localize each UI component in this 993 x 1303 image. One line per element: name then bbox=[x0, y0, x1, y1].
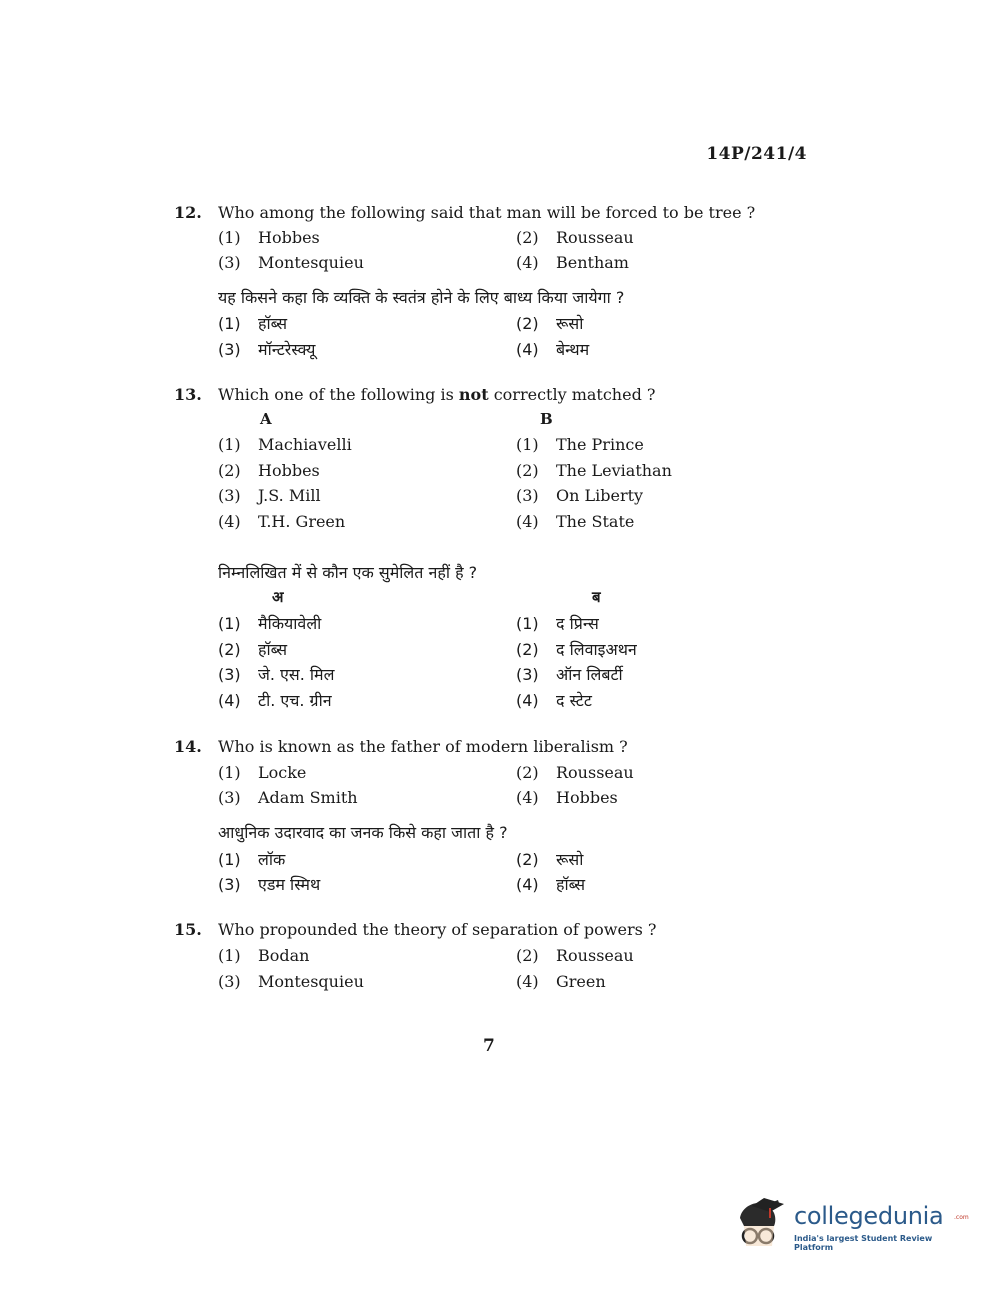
option-number: (1) bbox=[218, 614, 241, 633]
option-text: On Liberty bbox=[556, 486, 644, 505]
question-text-hi: निम्नलिखित में से कौन एक सुमेलित नहीं है ? bbox=[218, 563, 478, 582]
question-number: 13. bbox=[174, 385, 202, 404]
option-number: (4) bbox=[218, 512, 241, 531]
option-number: (1) bbox=[516, 435, 539, 454]
option-number: (2) bbox=[516, 850, 539, 869]
option-text: Bentham bbox=[556, 253, 629, 272]
option-number: (1) bbox=[516, 614, 539, 633]
option-3 bbox=[218, 253, 364, 272]
option-text: Rousseau bbox=[556, 946, 634, 965]
option-4-hi bbox=[516, 338, 589, 360]
column-a-header: A bbox=[260, 410, 272, 428]
option-3 bbox=[218, 972, 364, 991]
option-text: रूसो bbox=[556, 314, 584, 333]
option-4 bbox=[516, 253, 629, 272]
option-3 bbox=[218, 788, 358, 807]
option-1 bbox=[218, 228, 320, 247]
option-text: The State bbox=[556, 512, 635, 531]
match-a-4-hi bbox=[218, 689, 332, 711]
option-number: (4) bbox=[516, 875, 539, 894]
match-a-3-hi bbox=[218, 663, 334, 685]
option-1 bbox=[218, 946, 309, 965]
logo-suffix: .com bbox=[954, 1214, 969, 1221]
question-text-en bbox=[218, 385, 655, 404]
option-text: Locke bbox=[258, 763, 307, 782]
option-text: Rousseau bbox=[556, 763, 634, 782]
option-1-hi bbox=[218, 848, 285, 870]
option-number: (2) bbox=[516, 640, 539, 659]
option-text: द लिवाइअथन bbox=[556, 640, 637, 659]
option-number: (4) bbox=[516, 340, 539, 359]
option-text: Rousseau bbox=[556, 228, 634, 247]
option-text: Hobbes bbox=[258, 461, 320, 480]
option-number: (1) bbox=[218, 946, 241, 965]
mascot-icon bbox=[734, 1196, 790, 1252]
match-b-1-hi bbox=[516, 612, 599, 634]
option-text: Hobbes bbox=[556, 788, 618, 807]
match-b-3 bbox=[516, 486, 643, 505]
question-text-en: Who propounded the theory of separation of powers ? bbox=[218, 920, 657, 939]
option-number: (4) bbox=[516, 691, 539, 710]
option-text: Hobbes bbox=[258, 228, 320, 247]
option-number: (1) bbox=[218, 850, 241, 869]
option-number: (3) bbox=[218, 875, 241, 894]
option-text: Bodan bbox=[258, 946, 310, 965]
option-2 bbox=[516, 763, 634, 782]
option-text: जे. एस. मिल bbox=[258, 665, 335, 684]
option-number: (3) bbox=[516, 665, 539, 684]
column-a-header-hi: अ bbox=[272, 588, 284, 606]
option-3-hi bbox=[218, 873, 320, 895]
option-4 bbox=[516, 788, 618, 807]
option-number: (3) bbox=[218, 665, 241, 684]
match-b-2 bbox=[516, 461, 672, 480]
option-number: (2) bbox=[516, 763, 539, 782]
option-number: (3) bbox=[218, 340, 241, 359]
option-text: हॉब्स bbox=[556, 875, 586, 894]
option-4-hi bbox=[516, 873, 585, 895]
logo-tagline: India's largest Student Review Platform bbox=[794, 1234, 933, 1252]
option-text: Montesquieu bbox=[258, 972, 364, 991]
option-number: (3) bbox=[218, 788, 241, 807]
option-number: (2) bbox=[218, 461, 241, 480]
match-a-4 bbox=[218, 512, 345, 531]
question-text-en: Who is known as the father of modern liberalism ? bbox=[218, 737, 628, 756]
option-2-hi bbox=[516, 848, 583, 870]
match-a-3 bbox=[218, 486, 321, 505]
option-number: (3) bbox=[516, 486, 539, 505]
page-code: 14P/241/4 bbox=[706, 144, 807, 164]
option-4 bbox=[516, 972, 606, 991]
option-1-hi bbox=[218, 312, 287, 334]
option-number: (2) bbox=[516, 461, 539, 480]
option-1 bbox=[218, 763, 306, 782]
logo-name: collegedunia bbox=[794, 1202, 944, 1230]
question-text-hi: यह किसने कहा कि व्यक्ति के स्वतंत्र होने के लिए बाध्य किया जायेगा ? bbox=[218, 288, 625, 307]
text-part: Which one of the following is bbox=[218, 385, 459, 404]
option-2 bbox=[516, 228, 634, 247]
question-number: 14. bbox=[174, 737, 202, 756]
match-b-1 bbox=[516, 435, 644, 454]
option-text: Montesquieu bbox=[258, 253, 364, 272]
option-text: द स्टेट bbox=[556, 691, 592, 710]
match-a-2 bbox=[218, 461, 320, 480]
match-a-1 bbox=[218, 435, 352, 454]
match-b-3-hi bbox=[516, 663, 623, 685]
option-number: (1) bbox=[218, 314, 241, 333]
option-number: (2) bbox=[218, 640, 241, 659]
match-b-4-hi bbox=[516, 689, 592, 711]
option-text: Green bbox=[556, 972, 606, 991]
question-text-hi: आधुनिक उदारवाद का जनक किसे कहा जाता है ? bbox=[218, 823, 508, 842]
option-number: (4) bbox=[516, 512, 539, 531]
option-text: एडम स्मिथ bbox=[258, 875, 321, 894]
option-number: (3) bbox=[218, 253, 241, 272]
text-emphasis: not bbox=[458, 385, 489, 404]
option-text: मैकियावेली bbox=[258, 614, 322, 633]
text-part: correctly matched ? bbox=[488, 385, 656, 404]
option-number: (4) bbox=[516, 972, 539, 991]
option-number: (4) bbox=[516, 253, 539, 272]
option-number: (3) bbox=[218, 486, 241, 505]
option-text: हॉब्स bbox=[258, 314, 288, 333]
question-number: 12. bbox=[174, 203, 202, 222]
option-text: लॉक bbox=[258, 850, 286, 869]
option-text: Machiavelli bbox=[258, 435, 352, 454]
option-text: हॉब्स bbox=[258, 640, 288, 659]
option-text: T.H. Green bbox=[258, 512, 346, 531]
option-2-hi bbox=[516, 312, 583, 334]
page-number: 7 bbox=[483, 1036, 495, 1056]
column-b-header-hi: ब bbox=[592, 588, 601, 606]
option-number: (2) bbox=[516, 314, 539, 333]
option-number: (1) bbox=[218, 435, 241, 454]
option-number: (4) bbox=[516, 788, 539, 807]
option-text: The Prince bbox=[556, 435, 644, 454]
question-text-en: Who among the following said that man will be forced to be tree ? bbox=[218, 203, 756, 222]
option-text: बेन्थम bbox=[556, 340, 590, 359]
match-b-4 bbox=[516, 512, 634, 531]
match-b-2-hi bbox=[516, 638, 637, 660]
option-text: Adam Smith bbox=[258, 788, 358, 807]
option-number: (2) bbox=[516, 946, 539, 965]
option-number: (1) bbox=[218, 763, 241, 782]
option-number: (3) bbox=[218, 972, 241, 991]
option-text: द प्रिन्स bbox=[556, 614, 599, 633]
option-text: ऑन लिबर्टी bbox=[556, 665, 623, 684]
option-number: (2) bbox=[516, 228, 539, 247]
option-text: रूसो bbox=[556, 850, 584, 869]
option-2 bbox=[516, 946, 634, 965]
match-a-2-hi bbox=[218, 638, 287, 660]
option-number: (4) bbox=[218, 691, 241, 710]
option-number: (1) bbox=[218, 228, 241, 247]
match-a-1-hi bbox=[218, 612, 321, 634]
option-text: J.S. Mill bbox=[258, 486, 321, 505]
question-number: 15. bbox=[174, 920, 202, 939]
option-3-hi bbox=[218, 338, 315, 360]
option-text: टी. एच. ग्रीन bbox=[258, 691, 332, 710]
option-text: The Leviathan bbox=[556, 461, 672, 480]
column-b-header: B bbox=[540, 410, 553, 428]
collegedunia-logo bbox=[734, 1196, 969, 1256]
option-text: मॉन्टरेस्क्यू bbox=[258, 340, 316, 359]
